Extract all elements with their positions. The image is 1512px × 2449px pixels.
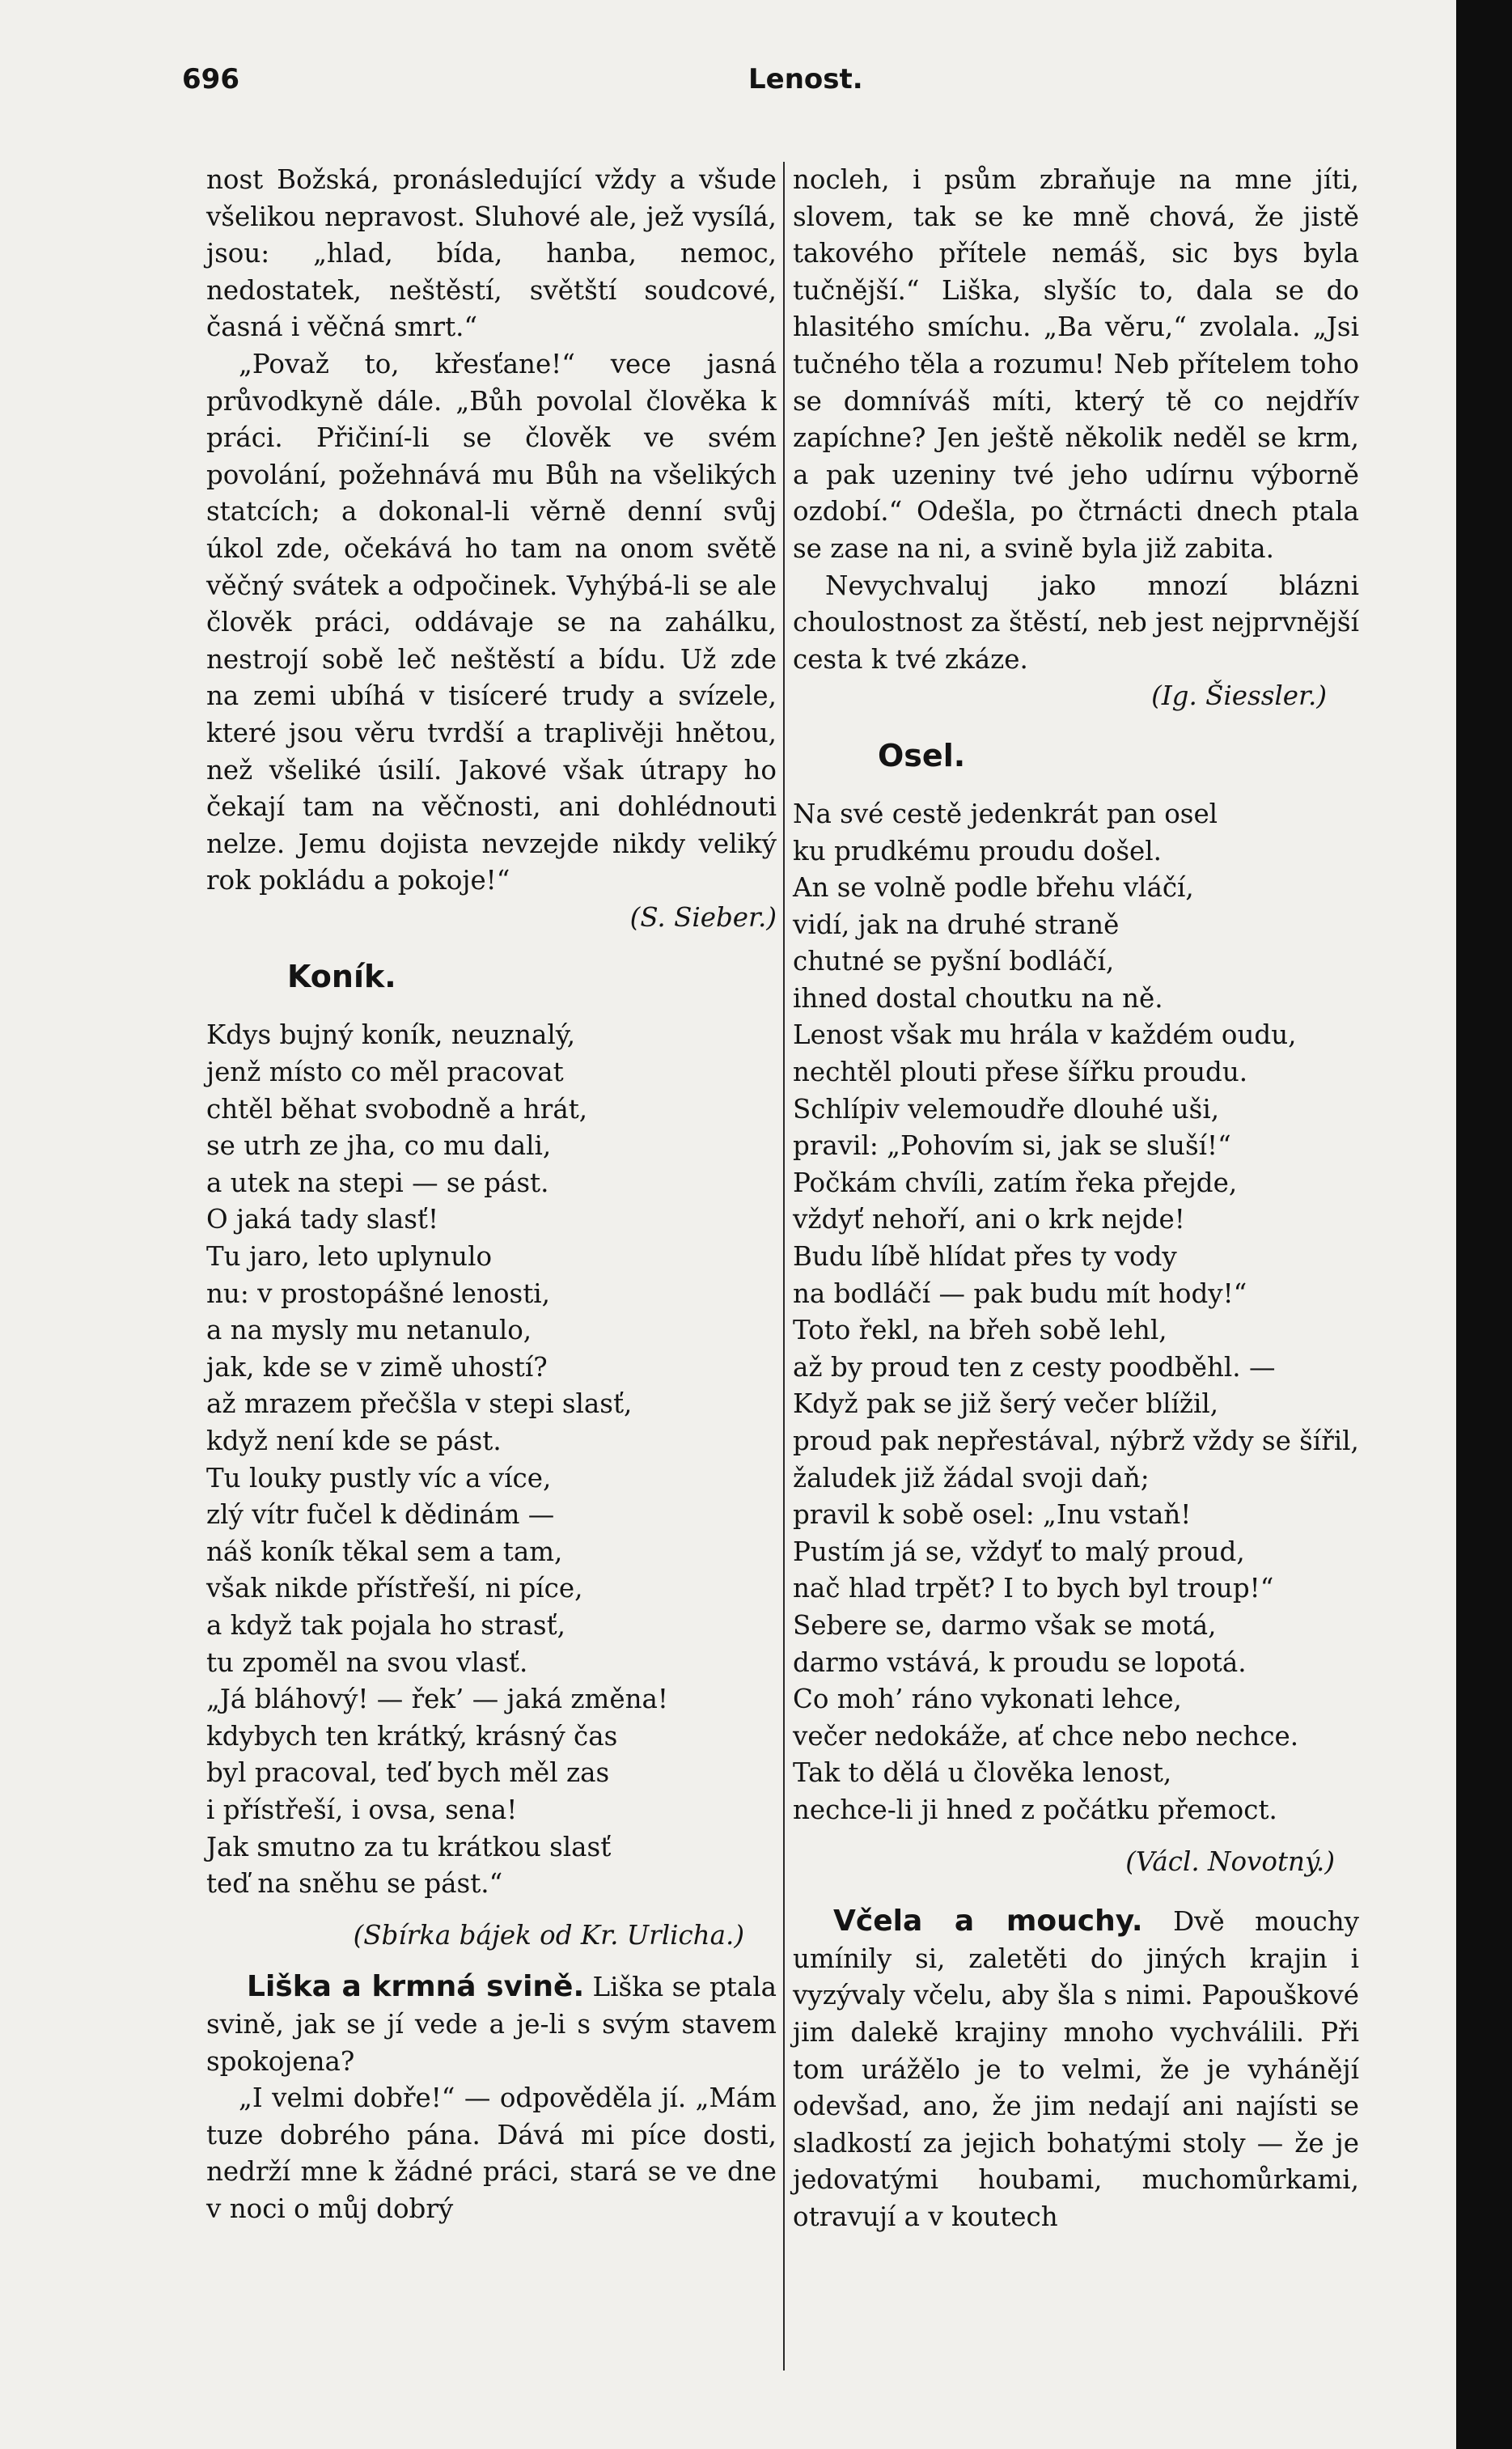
page-header	[182, 63, 1359, 112]
poem-line: Schlípiv velemoudře dlouhé uši,	[793, 1093, 1220, 1125]
paragraph: „Považ to, křesťane!“ vece jasná průvodkyně dále. „Bůh povolal člověka k práci. Přičiní-li se člověk ve svém povolání, požehnává mu Bůh na všelikých statcích; a dokonal-li věrně denní svůj úkol zde, očekává ho tam na onom světě věčný svátek a odpočinek. Vyhýbá-li se ale člověk práci, oddávaje se na zahálku, nestrojí sobě leč neštěstí a bídu. Už zde na zemi ubíhá v tisíceré trudy a svízele, které jsou věru tvrdší a traplivěji hnětou, než všeliké úsilí. Jakové však útrapy ho čekají tam na věčnosti, ani dohlédnouti nelze. Jemu dojista nevzejde nikdy veliký rok pokládu a pokoje!“	[206, 348, 777, 896]
poem-line: byl pracoval, teď bych měl zas	[206, 1757, 610, 1789]
column-divider	[783, 162, 785, 2371]
poem-line: večer nedokáže, ať chce nebo nechce.	[793, 1720, 1299, 1752]
poem-line: ku prudkému proudu došel.	[793, 835, 1162, 866]
poem-line: Budu líbě hlídat přes ty vody	[793, 1241, 1177, 1273]
paragraph: Nevychvaluj jako mnozí blázni choulostnost za štěstí, neb jest nejprvnější cesta k tvé zkáze.	[793, 570, 1359, 675]
attribution-sieber: (S. Sieber.)	[629, 901, 777, 933]
poem-line: a utek na stepi — se pást.	[206, 1167, 549, 1198]
poem-line: Když pak se již šerý večer blížil,	[793, 1388, 1219, 1420]
poem-line: chtěl běhat svobodně a hrát,	[206, 1093, 588, 1125]
paragraph: „I velmi dobře!“ — odpověděla jí. „Mám tuze dobrého pána. Dává mi píce dosti, nedrží mne k žádné práci, stará se ve dne v noci o můj dobrý	[206, 2082, 777, 2224]
poem-line: náš koník těkal sem a tam,	[206, 1536, 563, 1567]
attribution-urlich: (Sbírka bájek od Kr. Urlicha.)	[353, 1919, 744, 1951]
section-title-osel: Osel.	[878, 737, 966, 773]
poem-line: chutné se pyšní bodláčí,	[793, 946, 1115, 977]
paragraph: nost Božská, pronásledující vždy a všude všelikou nepravost. Sluhové ale, jež vysílá, jsou: „hlad, bída, hanba, nemoc, nedostatek, neštěstí, světští soudcové, časná i věčná smrt.“	[206, 164, 777, 343]
poem-line: nechce-li ji hned z počátku přemoct.	[793, 1794, 1277, 1825]
poem-line: až by proud ten z cesty poodběhl. —	[793, 1351, 1276, 1383]
poem-line: Tak to dělá u člověka lenost,	[793, 1757, 1172, 1789]
section-title-liska: Liška a krmná svině.	[247, 1970, 585, 2004]
poem-line: až mrazem přečšla v stepi slasť,	[206, 1388, 633, 1420]
poem-line: vždyť nehoří, ani o krk nejde!	[793, 1204, 1185, 1235]
poem-konik	[206, 1017, 777, 1902]
scan-edge	[1456, 0, 1512, 2449]
poem-line: když není kde se pást.	[206, 1426, 502, 1456]
poem-line: na bodláčí — pak budu mít hody!“	[793, 1277, 1247, 1309]
poem-line: teď na sněhu se pást.“	[206, 1868, 503, 1900]
left-column	[206, 162, 777, 2227]
page-number: 696	[182, 63, 239, 95]
poem-line: Na své cestě jedenkrát pan osel	[793, 798, 1218, 829]
poem-line: ihned dostal choutku na ně.	[793, 982, 1163, 1014]
poem-line: však nikde přístřeší, ni píce,	[206, 1573, 583, 1604]
poem-line: žaludek již žádal svoji daň;	[793, 1462, 1150, 1494]
paragraph: nocleh, i psům zbraňuje na mne jíti, slovem, tak se ke mně chová, že jistě takového přítele nemáš, sic bys byla tučnější.“ Liška, slyšíc to, dala se do hlasitého smíchu. „Ba věru,“ zvolala. „Jsi tučného těla a rozumu! Neb přítelem toho se domníváš míti, který tě co nejdřív zapíchne? Jen ještě několik neděl se krm, a pak uzeniny tvé jeho udírnu výborně ozdobí.“ Odešla, po čtrnácti dnech ptala se zase na ni, a svině byla již zabita.	[793, 164, 1359, 564]
poem-line: jenž místo co měl pracovat	[206, 1057, 564, 1088]
poem-line: pravil: „Pohovím si, jak se sluší!“	[793, 1130, 1231, 1162]
poem-line: „Já bláhový! — řek’ — jaká změna!	[206, 1684, 668, 1715]
poem-line: Lenost však mu hrála v každém oudu,	[793, 1019, 1297, 1051]
paragraph-liska: Liška a krmná svině. Liška se ptala svině, jak se jí vede a je-li s svým stavem spokojena?	[206, 1970, 777, 2077]
right-column	[793, 162, 1359, 2235]
poem-line: zlý vítr fučel k dědinám —	[206, 1499, 555, 1531]
poem-line: proud pak nepřestával, nýbrž vždy se šířil,	[793, 1426, 1359, 1456]
poem-line: se utrh ze jha, co mu dali,	[206, 1130, 552, 1162]
attribution-siessler: (Ig. Šiessler.)	[1151, 680, 1327, 712]
running-title: Lenost.	[748, 63, 863, 95]
poem-line: Počkám chvíli, zatím řeka přejde,	[793, 1167, 1238, 1198]
poem-line: Co moh’ ráno vykonati lehce,	[793, 1684, 1182, 1715]
poem-line: nechtěl plouti přese šířku proudu.	[793, 1057, 1248, 1088]
poem-line: vidí, jak na druhé straně	[793, 909, 1120, 940]
poem-line: Toto řekl, na břeh sobě lehl,	[793, 1315, 1167, 1346]
poem-line: nač hlad trpět? I to bych byl troup!“	[793, 1573, 1274, 1604]
section-title-konik: Koník.	[287, 959, 396, 995]
poem-osel	[793, 796, 1359, 1829]
poem-line: nu: v prostopášné lenosti,	[206, 1277, 550, 1309]
poem-line: Kdys bujný koník, neuznalý,	[206, 1019, 576, 1051]
poem-line: Pustím já se, vždyť to malý proud,	[793, 1536, 1245, 1567]
poem-line: jak, kde se v zimě uhostí?	[206, 1351, 548, 1383]
poem-line: darmo vstává, k proudu se lopotá.	[793, 1646, 1247, 1678]
section-title-vcela: Včela a mouchy.	[833, 1905, 1143, 1938]
poem-line: a když tak pojala ho strasť,	[206, 1609, 565, 1641]
poem-line: Tu jaro, leto uplynulo	[206, 1241, 493, 1273]
attribution-novotny: (Václ. Novotný.)	[1125, 1845, 1335, 1877]
poem-line: tu zpoměl na svou vlasť.	[206, 1646, 528, 1678]
poem-line: kdybych ten krátký, krásný čas	[206, 1720, 618, 1752]
poem-line: An se volně podle břehu vláčí,	[793, 872, 1194, 904]
poem-line: O jaká tady slasť!	[206, 1204, 439, 1235]
poem-line: a na mysly mu netanulo,	[206, 1315, 532, 1346]
poem-line: pravil k sobě osel: „Inu vstaň!	[793, 1499, 1192, 1531]
paragraph-vcela: Včela a mouchy. Dvě mouchy umínily si, zaletěti do jiných krajin i vyzývaly včelu, aby šla s nimi. Papouškové jim dalekě krajiny mnoho vychválili. Při tom urážělo je to velmi, že je vyhánějí odevšad, ano, že jim nedají ani najísti se sladkostí za jejich bohatými stoly — že je jedovatými houbami, muchomůrkami, otravují a v koutech	[793, 1905, 1359, 2232]
poem-line: Tu louky pustly víc a více,	[206, 1462, 552, 1494]
poem-line: Sebere se, darmo však se motá,	[793, 1609, 1217, 1641]
poem-line: Jak smutno za tu krátkou slasť	[206, 1831, 612, 1862]
poem-line: i přístřeší, i ovsa, sena!	[206, 1794, 518, 1825]
